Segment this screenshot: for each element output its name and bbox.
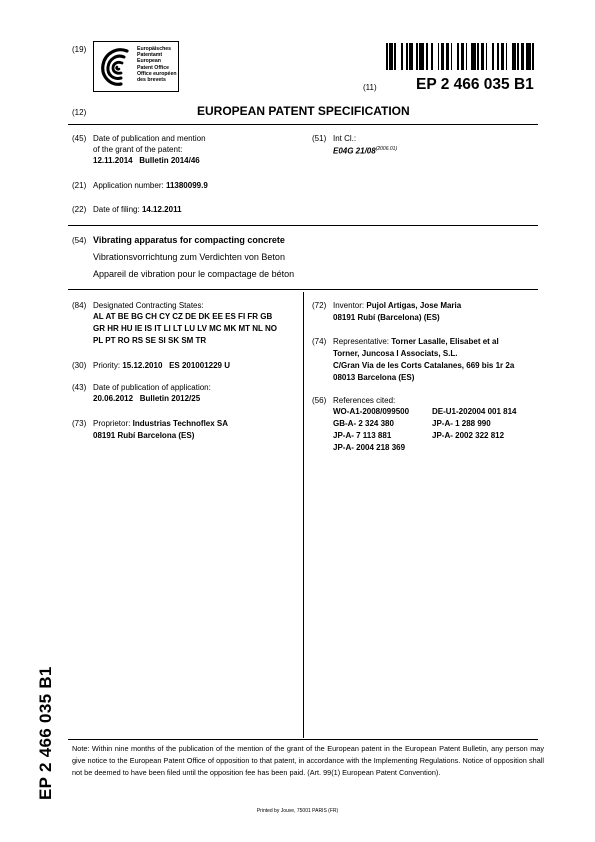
application-number: [93, 180, 208, 191]
priority: [93, 360, 230, 371]
grant-date-value: 12.11.2014 Bulletin 2014/46: [93, 156, 200, 165]
code-19: (19): [72, 45, 87, 54]
representative-label: Representative:: [333, 337, 390, 346]
representative-line: Torner, Juncosa I Associats, S.L.: [333, 349, 458, 358]
office-line: Patentamt: [137, 52, 163, 59]
reference-left: GB-A- 2 324 380: [333, 419, 394, 428]
reference-left: WO-A1-2008/099500: [333, 407, 410, 416]
priority-value: 15.12.2010 ES 201001229 U: [122, 361, 231, 370]
proprietor-address: 08191 Rubí Barcelona (ES): [93, 431, 195, 440]
code-12: (12): [72, 108, 87, 117]
office-line: des brevets: [137, 77, 166, 84]
representative-line: 08013 Barcelona (ES): [333, 373, 415, 382]
references-label: References cited:: [333, 396, 396, 405]
reference-right: JP-A- 2002 322 812: [432, 431, 505, 440]
contracting-states-label: Designated Contracting States:: [93, 301, 204, 310]
code-84: (84): [72, 301, 87, 310]
contracting-states-line: PL PT RO RS SE SI SK SM TR: [93, 336, 207, 345]
title-de: Vibrationsvorrichtung zum Verdichten von Beton: [93, 252, 285, 262]
reference-left: JP-A- 7 113 881: [333, 431, 392, 440]
office-name: [137, 46, 177, 83]
reference-right: JP-A- 1 288 990: [432, 419, 491, 428]
inventor-address: 08191 Rubí (Barcelona) (ES): [333, 313, 440, 322]
office-line: Office européen: [137, 70, 177, 77]
divider: [68, 289, 538, 290]
office-line: European: [137, 58, 161, 65]
code-74: (74): [312, 337, 327, 346]
barcode-bar: [534, 43, 537, 70]
int-cl-label: Int Cl.:: [333, 134, 357, 143]
proprietor-name: Industrias Technoflex SA: [132, 419, 229, 428]
office-line: Patent Office: [137, 64, 169, 71]
int-cl-value: [333, 144, 397, 157]
code-30: (30): [72, 361, 87, 370]
application-number-label: Application number:: [93, 181, 164, 190]
proprietor-label: Proprietor:: [93, 419, 131, 428]
title-en: Vibrating apparatus for compacting concrete: [93, 235, 285, 245]
office-line: Europäisches: [137, 46, 172, 52]
code-51: (51): [312, 134, 327, 143]
grant-date-label-2: of the grant of the patent:: [93, 145, 183, 154]
code-11: (11): [363, 83, 377, 92]
application-publication-label: Date of publication of application:: [93, 383, 211, 392]
representative: [333, 336, 499, 347]
code-73: (73): [72, 419, 87, 428]
code-43: (43): [72, 383, 87, 392]
application-publication-value: 20.06.2012 Bulletin 2012/25: [93, 394, 201, 403]
application-number-value: 11380099.9: [165, 181, 208, 190]
title-fr: Appareil de vibration pour le compactage de béton: [93, 269, 295, 279]
code-45: (45): [72, 134, 87, 143]
code-22: (22): [72, 205, 87, 214]
divider: [68, 739, 538, 740]
int-cl-version: (2006.01): [375, 146, 398, 152]
proprietor: [93, 418, 228, 429]
filing-date: [93, 204, 182, 215]
divider: [68, 225, 538, 226]
divider: [68, 124, 538, 125]
inventor-name: Pujol Artigas, Jose Maria: [366, 301, 462, 310]
inventor: [333, 300, 461, 311]
epo-logo-icon: [97, 45, 135, 89]
epo-logo: [93, 41, 179, 92]
priority-label: Priority:: [93, 361, 121, 370]
representative-name: Torner Lasalle, Elisabet et al: [391, 337, 499, 346]
code-56: (56): [312, 396, 327, 405]
filing-date-value: 14.12.2011: [141, 205, 182, 214]
barcode: [386, 43, 538, 70]
int-cl-code: E04G 21/08: [333, 146, 376, 156]
side-publication-number: EP 2 466 035 B1: [36, 666, 55, 800]
reference-right: DE-U1-202004 001 814: [432, 407, 517, 416]
code-21: (21): [72, 181, 87, 190]
publication-number: EP 2 466 035 B1: [416, 76, 534, 93]
inventor-label: Inventor:: [333, 301, 365, 310]
filing-date-label: Date of filing:: [93, 205, 140, 214]
contracting-states-line: GR HR HU IE IS IT LI LT LU LV MC MK MT NL NO: [93, 324, 277, 333]
opposition-note: Note: Within nine months of the publication of the mention of the grant of the European patent in the European Patent Bulletin, any person may give notice to the European Patent Office of opposition to that patent, in accordance with the Implementing Regulations. Notice of opposition shall not be deemed to have been filed until the opposition fee has been paid. (Art. 99(1) European Patent Convention).: [72, 744, 544, 777]
grant-date-label-1: Date of publication and mention: [93, 134, 206, 143]
contracting-states-line: AL AT BE BG CH CY CZ DE DK EE ES FI FR GB: [93, 312, 273, 321]
document-type: EUROPEAN PATENT SPECIFICATION: [197, 104, 410, 118]
column-divider: [303, 292, 304, 738]
reference-left: JP-A- 2004 218 369: [333, 443, 406, 452]
code-72: (72): [312, 301, 327, 310]
printer-line: Printed by Jouve, 75001 PARIS (FR): [256, 808, 339, 814]
representative-line: C/Gran Via de les Corts Catalanes, 669 bis 1r 2a: [333, 361, 515, 370]
code-54: (54): [72, 236, 87, 245]
